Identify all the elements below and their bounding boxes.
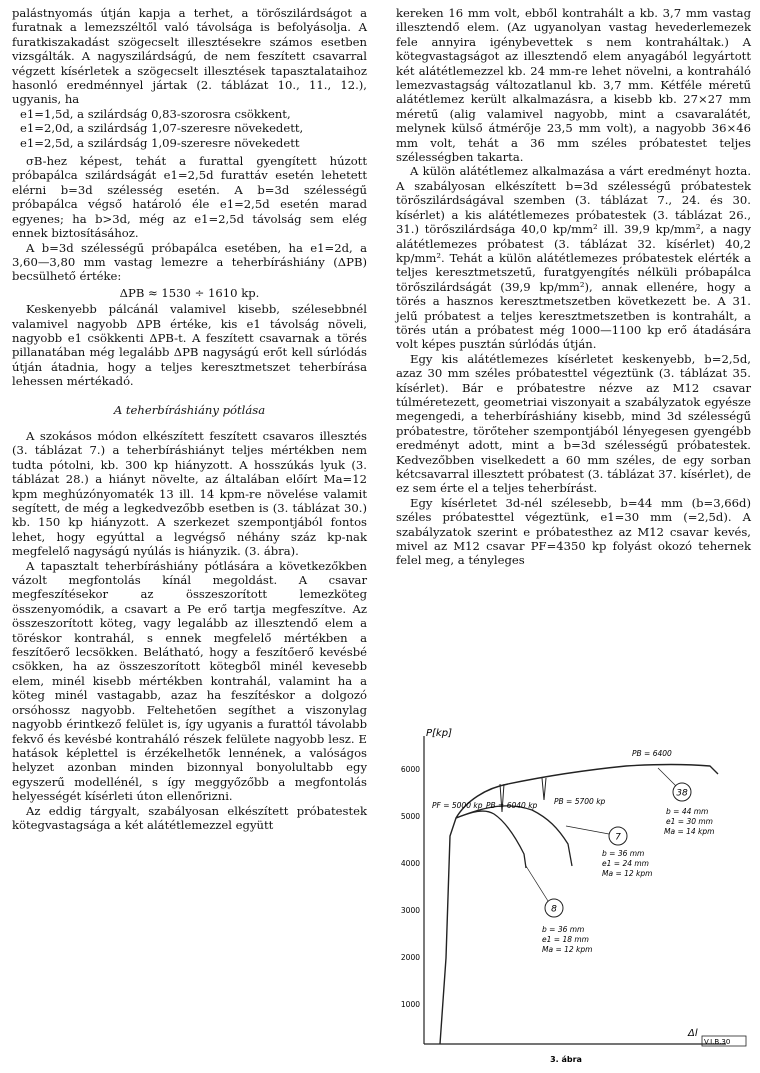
paragraph: Egy kísérletet 3d-nél szélesebb, b=44 mm (b=3,66d) széles próbatesttel végeztünk, e1=30 mm (=2,5d). A szabályzatok szerint e próbatesthez az M12 csavar kevés, mivel az M12 csavar PF=4350 kp folyást okozó tehernek felel meg, a tényleges bbox=[396, 495, 751, 568]
y-tick-label: 2000 bbox=[400, 953, 420, 962]
curve-number: 8 bbox=[551, 904, 557, 915]
y-axis-label: P[kp] bbox=[426, 728, 452, 739]
paragraph: Az eddig tárgyalt, szabályosan elkészített próbatestek kötegvastagsága a két alátétlemezzel együtt bbox=[12, 803, 367, 832]
annotation-pb-6400: PB = 6400 bbox=[632, 749, 672, 758]
figure-3 bbox=[396, 726, 752, 1066]
figure-caption: 3. ábra bbox=[550, 1055, 582, 1064]
paragraph: palástnyomás útján kapja a terhet, a törőszilárdságot a furatnak a lemezszéltől való távolsága is befolyásolja. A furatkiszakadást szögecselt illesztésekre számos esetben vizsgálták. A nagyszilárdságú, de nem feszített csavarral végzett kísérletek a szögecselt illesztések tapasztalataihoz hasonló eredménnyel jártak (2. táblázat 10., 11., 12.), ugyanis, ha bbox=[12, 6, 367, 107]
y-tick-label: 4000 bbox=[400, 859, 420, 868]
y-tick-label: 6000 bbox=[400, 765, 420, 774]
section-heading: A teherbíráshiány pótlása bbox=[113, 402, 266, 417]
condition-line: e1=2,0d, a szilárdság 1,07-szeresre növekedett, bbox=[20, 121, 304, 136]
leader-line bbox=[658, 768, 676, 786]
curve-number: 38 bbox=[676, 788, 688, 799]
curve-number: 7 bbox=[615, 832, 621, 843]
paragraph: σB-hez képest, tehát a furattal gyengített húzott próbapálca szilárdságát e1=2,5d furattáv esetén lehetett elérni b=3d szélesség esetén. A b=3d szélességű próbapálca végső határoló éle e1=2,5d esetén marad egyenes; ha b>3d, még az e1=2,5d távolság sem elég ennek biztosításához. bbox=[12, 154, 367, 241]
annotation-pb-6040: PB = 6040 kp bbox=[486, 801, 538, 810]
annotation-pb-5700: PB = 5700 kp bbox=[554, 797, 606, 806]
x-axis-label: Δl bbox=[688, 1028, 698, 1039]
left-column bbox=[12, 6, 367, 832]
curve-spec: Ma = 14 kpm bbox=[664, 827, 715, 836]
condition-line: e1=2,5d, a szilárdság 1,09-szeresre növekedett bbox=[20, 135, 300, 150]
paragraph: Egy kis alátétlemezes kísérletet keskenyebb, b=2,5d, azaz 30 mm széles próbatesttel végeztünk (3. táblázat 35. kísérlet). Bár e próbatestre nézve az M12 csavar túlméretezett, geometriai viszonyait a szabályzatok egyésze megengedi, a teherbíráshiány kisebb, mind 3d szélességű próbatestre, törőteher szempontjából lényegesen gyengébb eredményt adott, mint a b=3d szélességű próbatestek. Kedvezőbben viselkedett a 60 mm széles, de egy sorban kétcsavarral illesztett próbatest (3. táblázat 37. kísérlet), de ez sem érte el a teljes teherbírást. bbox=[396, 351, 751, 496]
annotation-pf-5000: PF = 5000 kp bbox=[432, 801, 483, 810]
paragraph: kereken 16 mm volt, ebből kontrahált a kb. 3,7 mm vastag illesztendő elem. (Az ugyanolyan vastag hevederlemezek fele annyira igénybevettek s nem kontraháltak.) A kötegvastagságot az illesztendő elem anyagából legyártott két alátétlemezzel kb. 24 mm-re lehet növelni, a kontraháló lemezvastagság változatlanul kb. 3,7 mm. Kétféle méretű alátétlemez került alkalmazásra, a kisebb kb. 27×27 mm méretű (alig valamivel nagyobb, mint a csavaralátét, melynek külső átmérője 23,5 mm volt), a nagyobb 36×46 mm volt, tehát a 36 mm széles próbatestet teljes szélességben takarta. bbox=[396, 6, 751, 165]
paragraph: A szokásos módon elkészített feszített csavaros illesztés (3. táblázat 7.) a teherbíráshiányt teljes mértékben nem tudta pótolni, kb. 300 kp hiányzott. A hosszúkás lyuk (3. táblázat 28.) a hiányt növelte, az általában előírt Ma=12 kpm meghúzónyomaték 13 ill. 14 kpm-re növelése valamit segített, de még a legkedvezőbb esetben is (3. táblázat 30.) kb. 150 kp hiányzott. A szerkezet szempontjából fontos lehet, hogy egyúttal a legvégső néhány száz kp-nak megfelelő nagyságú nyúlás is hiányzik. (3. ábra). bbox=[12, 428, 367, 559]
paragraph: A külön alátétlemez alkalmazása a várt eredményt hozta. A szabályosan elkészített b=3d szélességű próbatestek törőszilárdságával szemben (3. táblázat 7., 24. és 30. kísérlet) a kis alátétlemezes próbatestek (3. táblázat 26., 31.) törőszilárdsága 40,0 kp/mm² ill. 39,9 kp/mm², a nagy alátétlemezes próbatest (3. táblázat 32. kísérlet) 40,2 kp/mm². Tehát a külön alátétlemezes próbatestek elérték a teljes keresztmetszetű, furatgyengítés nélküli próbapálca törőszilárdságát (39,9 kp/mm²), annak ellenére, hogy a törés a hasznos keresztmetszetben következett be. A 31. jelű próbatest a teljes keresztmetszetben is kontrahált, a törés után a próbatest még 1000—1100 kp erő átadására volt képes pusztán súrlódás útján. bbox=[396, 164, 751, 352]
curve-spec: e1 = 18 mm bbox=[542, 935, 589, 944]
paragraph: Keskenyebb pálcánál valamivel kisebb, szélesebbnél valamivel nagyobb ΔPB értéke, kis e1 távolság növeli, nagyobb e1 csökkenti ΔPB-t. A feszített csavarnak a törés pillanatában még legalább ΔPB nagyságú erőt kell súrlódás útján átadnia, hogy a teljes keresztmetszet teherbírása lehessen mértékadó. bbox=[12, 302, 367, 389]
y-tick-label: 3000 bbox=[400, 906, 420, 915]
right-column bbox=[396, 6, 751, 568]
curve-spike bbox=[542, 778, 546, 800]
y-tick-label: 1000 bbox=[400, 1000, 420, 1009]
load-elongation-chart bbox=[396, 726, 752, 1066]
condition-line: e1=1,5d, a szilárdság 0,83-szorosra csökkent, bbox=[20, 106, 291, 121]
stamp: V.I.B.30 bbox=[704, 1038, 731, 1046]
curve-spec: b = 36 mm bbox=[602, 849, 645, 858]
curve-spec: e1 = 24 mm bbox=[602, 859, 649, 868]
leader-line bbox=[566, 826, 609, 834]
paragraph: A b=3d szélességű próbapálca esetében, ha e1=2d, a 3,60—3,80 mm vastag lemezre a teherbíráshiány (ΔPB) becsülhető értéke: bbox=[12, 240, 367, 284]
paragraph: A tapasztalt teherbíráshiány pótlására a következőkben vázolt megfontolás kínál megoldást. A csavar megfeszítésekor az összeszorított lemezköteg összenyomódik, a csavart a Pe erő tartja megfeszítve. Az összeszorított köteg, vagy legalább az illesztendő elem a töréskor kontrahál, s ennek megfelelő mértékben a feszítőerő lecsökken. Belátható, hogy a feszítőerő kevésbé csökken, ha az összeszorított kötegből minél kevesebb elem, minél kisebb mértékben kontrahál, valamint ha a köteg minél vastagabb, azaz ha feszítéskor a dolgozó orsóhossz nagyobb. Feltehetően segíthet a viszonylag nagyobb érintkező felület is, így ugyanis a furattól távolabb fekvő és kevésbé kontraháló részek felülete nagyobb lesz. E hatások képlettel is érzékelhetők lennének, a valóságos helyzet azonban minden bizonnyal bonyolultabb egy egyszerű modellénél, s így meggyőzőbb a megfontolás helyességét kísérleti úton ellenőrizni. bbox=[12, 558, 367, 804]
curve-spec: e1 = 30 mm bbox=[666, 817, 713, 826]
leader-line bbox=[526, 866, 548, 901]
curve-spec: b = 36 mm bbox=[542, 925, 585, 934]
formula: ΔPB ≈ 1530 ÷ 1610 kp. bbox=[119, 285, 260, 300]
y-tick-label: 5000 bbox=[400, 812, 420, 821]
curve-spec: b = 44 mm bbox=[666, 807, 709, 816]
curve-spec: Ma = 12 kpm bbox=[602, 869, 653, 878]
curve-8 bbox=[456, 811, 526, 868]
curve-spec: Ma = 12 kpm bbox=[542, 945, 593, 954]
